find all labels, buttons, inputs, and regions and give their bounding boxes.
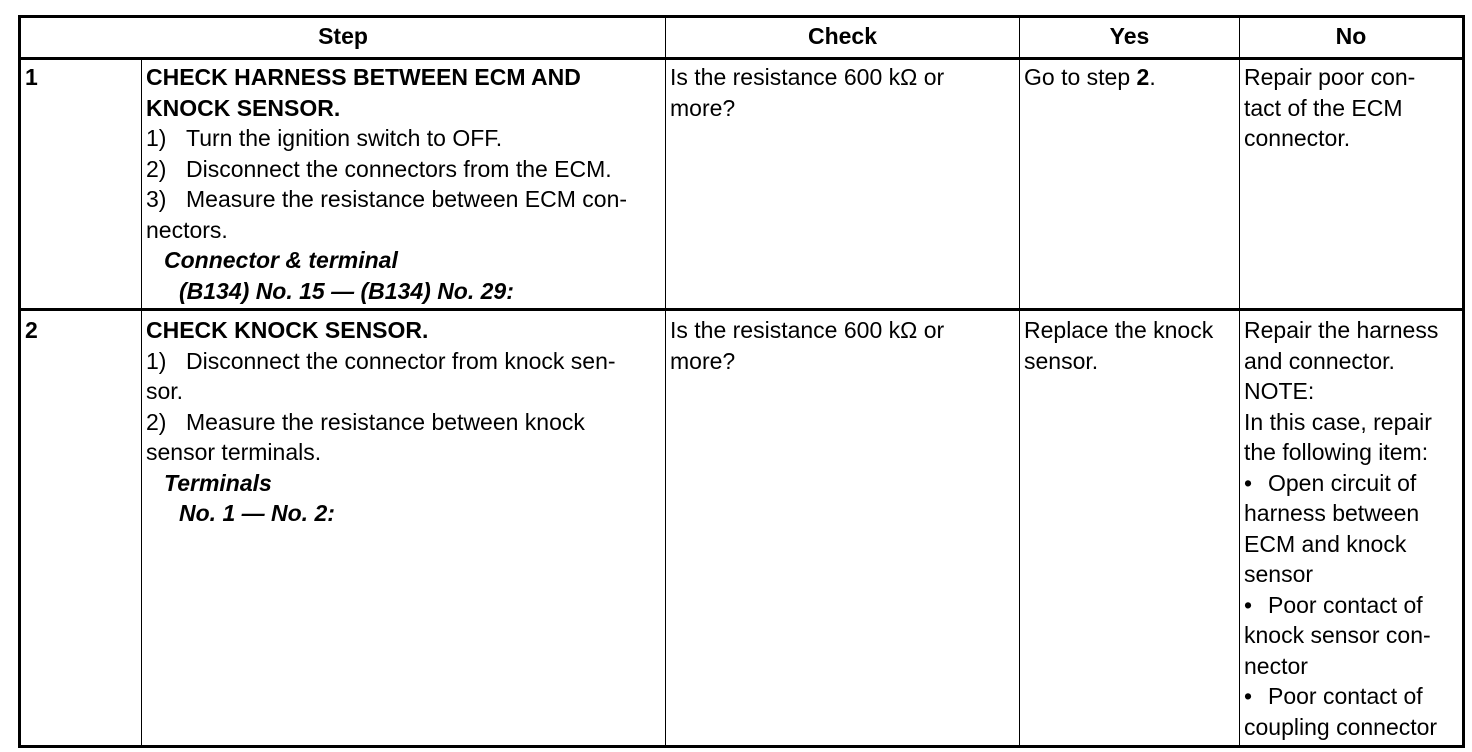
step-title-line: CHECK KNOCK SENSOR.	[146, 317, 429, 343]
substep: 1) Disconnect the connector from knock sen-	[146, 347, 616, 374]
no-cell: Repair poor con- tact of the ECM connector.	[1240, 59, 1464, 310]
yes-cell: Replace the knock sensor.	[1020, 310, 1240, 747]
step-description	[142, 310, 666, 747]
step-reference: 2	[1136, 64, 1150, 90]
bullet-icon: •	[1244, 469, 1253, 496]
step-title-line: KNOCK SENSOR.	[146, 94, 341, 121]
step-number: 1	[20, 59, 142, 310]
table-row	[20, 59, 1464, 310]
header-yes: Yes	[1020, 17, 1240, 59]
step-title-line: CHECK HARNESS BETWEEN ECM AND	[146, 64, 581, 90]
substep: 1) Turn the ignition switch to OFF.	[146, 125, 503, 151]
spec-label: Connector & terminal	[164, 247, 398, 273]
check-cell: Is the resistance 600 kΩ or more?	[666, 59, 1020, 310]
header-step: Step	[20, 17, 666, 59]
substep-continuation: nectors.	[146, 216, 228, 243]
list-item: • Open circuit of	[1244, 468, 1458, 499]
diagnostic-table	[18, 15, 1465, 748]
no-cell: Repair the harness and connector. NOTE: In this case, repair the following item: • Open circuit of harness between ECM and knock sensor • Poor contact of knock sensor con- nector • Poor contact of coupling connector	[1240, 310, 1464, 747]
substep-continuation: sensor terminals.	[146, 439, 322, 465]
table-row	[20, 310, 1464, 747]
list-item: • Poor contact of	[1244, 590, 1458, 621]
substep: 2) Disconnect the connectors from the ECM.	[146, 155, 612, 182]
substep-continuation: sor.	[146, 378, 184, 404]
step-number: 2	[20, 310, 142, 747]
list-item: • Poor contact of	[1244, 681, 1458, 712]
spec-value: (B134) No. 15 — (B134) No. 29:	[179, 277, 514, 304]
spec-label: Terminals	[164, 469, 272, 496]
check-cell: Is the resistance 600 kΩ or more?	[666, 310, 1020, 747]
note-label: NOTE:	[1244, 378, 1315, 404]
bullet-icon: •	[1244, 683, 1253, 709]
yes-cell: Go to step 2.	[1020, 59, 1240, 310]
spec-value: No. 1 — No. 2:	[179, 500, 335, 526]
step-description	[142, 59, 666, 310]
bullet-icon: •	[1244, 591, 1253, 618]
substep: 3) Measure the resistance between ECM con-	[146, 186, 628, 212]
header-no: No	[1240, 17, 1464, 59]
header-check: Check	[666, 17, 1020, 59]
header-row	[20, 17, 1464, 59]
substep: 2) Measure the resistance between knock	[146, 408, 585, 435]
